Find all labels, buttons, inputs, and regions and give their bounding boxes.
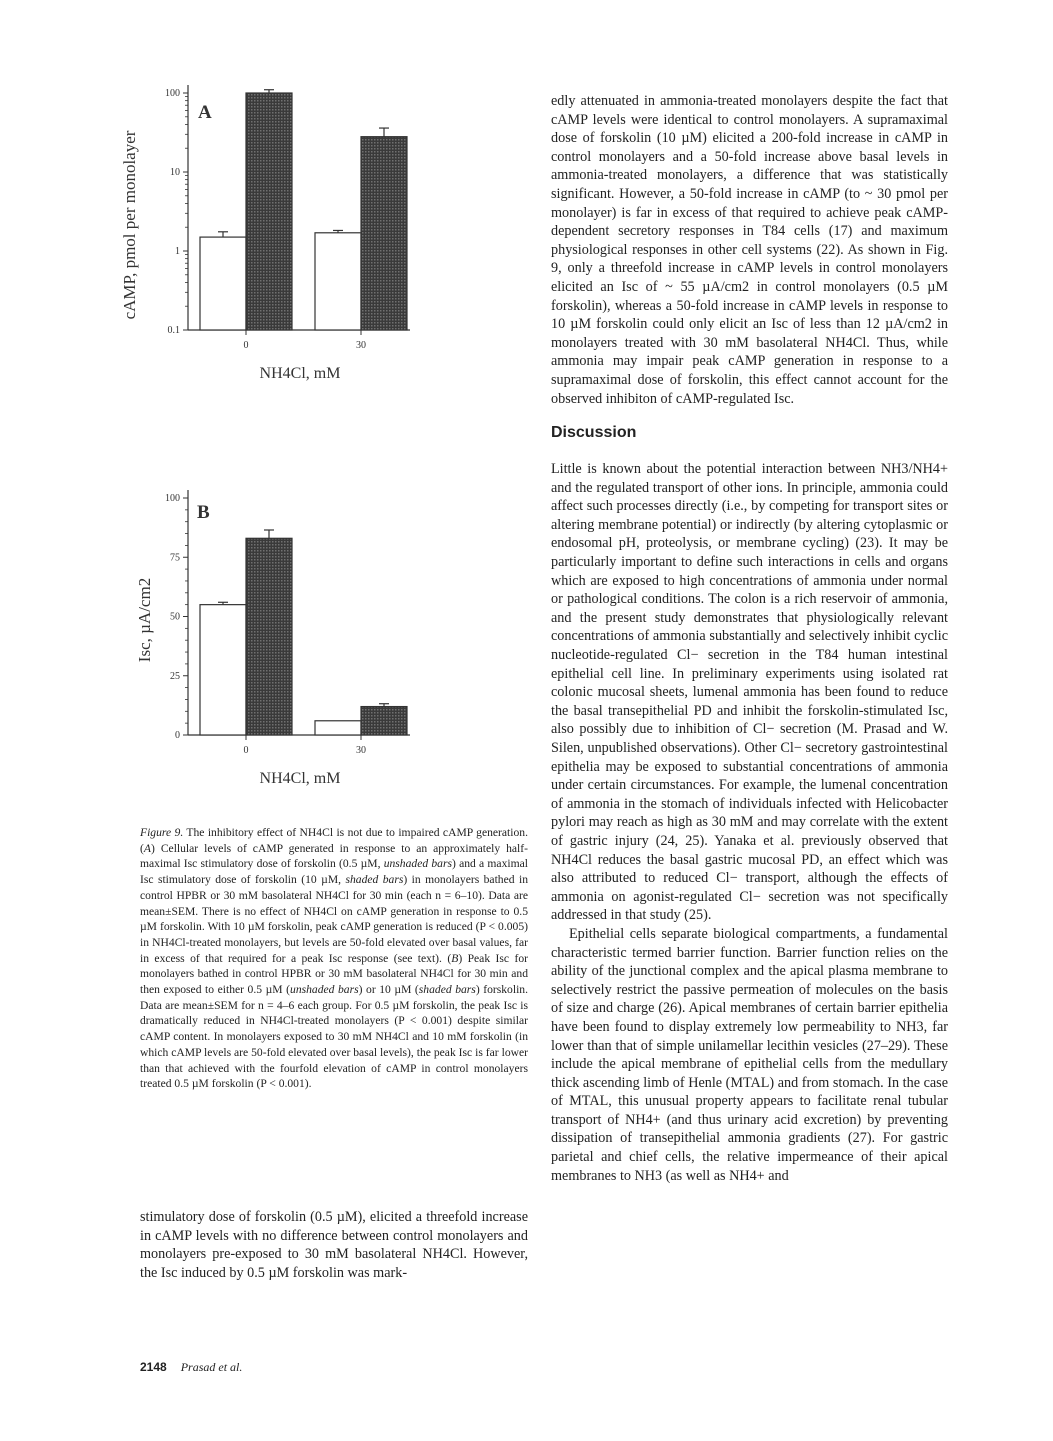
right-column-text <box>551 92 948 1185</box>
left-column-text <box>140 1208 528 1282</box>
caption-text: ) Cellular levels of cAMP generated in response to an approximately half-maximal Isc stimulatory dose of forskolin (0.5 µM, <box>140 841 528 871</box>
caption-text: ) or 10 µM ( <box>358 983 419 997</box>
x-tick-label: 0 <box>243 340 249 351</box>
bar-shaded <box>246 538 292 735</box>
chart-panel-a <box>110 85 510 385</box>
x-tick-label: 30 <box>356 340 366 351</box>
y-tick-label: 100 <box>165 88 180 99</box>
caption-text: ) forskolin. Data are mean±SEM for n = 4–6 each group. For 0.5 µM forskolin, the peak Isc is dramatically reduced in NH4Cl-treated monolayers (P < 0.001) despite similar cAMP content. In monolayers exposed to 30 mM NH4Cl and 10 mM forskolin (in which cAMP levels are 50-fold elevated over basal levels), the peak Isc is far lower than that achieved with the fourfold elevation of cAMP in control monolayers treated 0.5 µM forskolin (P < 0.001). <box>140 983 528 1091</box>
bar-shaded <box>361 137 407 330</box>
x-tick-label: 30 <box>356 745 366 756</box>
caption-text: A <box>143 841 151 855</box>
caption-text: B <box>451 951 459 965</box>
y-tick-label: 25 <box>170 670 180 682</box>
chart-panel-b <box>110 490 510 810</box>
caption-text: unshaded bars <box>290 983 359 997</box>
caption-label: Figure 9. <box>140 826 184 839</box>
x-tick-label: 0 <box>243 745 249 756</box>
page-footer <box>140 1360 242 1375</box>
y-tick-label: 10 <box>170 167 180 178</box>
bar-unshaded <box>315 233 361 330</box>
page-number: 2148 <box>140 1360 167 1374</box>
section-heading: Discussion <box>551 424 637 442</box>
body-paragraph: edly attenuated in ammonia-treated monolayers despite the fact that cAMP levels were identical to control monolayers. A supramaximal dose of forskolin (10 µM) elicited a 200-fold increase in cAMP in control monolayers and a 50-fold increase above basal levels in ammonia-treated monolayers, a difference that was statistically significant. However, a 50-fold increase in cAMP (to ~ 30 pmol per monolayer) is far in excess of that required to achieve peak cAMP-dependent secretory responses in T84 cells (17) and maximum physiological responses in other cell systems (22). As shown in Fig. 9, only a threefold increase in cAMP levels in control monolayers elicited an Isc of ~ 55 µA/cm2 in control monolayers (0.5 µM forskolin), whereas a 50-fold increase in cAMP levels in response to 10 µM forskolin could only elicit an Isc of less than 12 µA/cm2 in monolayers treated with 30 mM basolateral NH4Cl. Thus, while ammonia may impair peak cAMP generation in response to a supramaximal dose of forskolin, this effect cannot account for the observed inhibiton of cAMP-regulated Isc. <box>551 93 948 407</box>
running-authors: Prasad et al. <box>180 1360 243 1374</box>
bar-shaded <box>361 707 407 735</box>
x-axis-label: NH4Cl, mM <box>259 770 341 787</box>
y-tick-label: 0 <box>175 730 180 741</box>
y-axis-label: Isc, µA/cm2 <box>135 577 154 663</box>
caption-text: ) in monolayers bathed in control HPBR or 30 mM basolateral NH4Cl for 30 min (each n = 6–10). Data are mean±SEM. There is no effect of NH4Cl on cAMP generation in response to 0.5 µM forskolin. With 10 µM forskolin, peak cAMP generation is reduced (P < 0.005) in NH4Cl-treated monolayers, but levels are 50-fold elevated over basal values, far in excess of that required for a peak Isc response (see text). ( <box>140 873 528 965</box>
caption-text: unshaded bars <box>383 857 452 871</box>
body-paragraph: Little is known about the potential interaction between NH3/NH4+ and the regulated transport of other ions. In principle, ammonia could affect such processes directly (i.e., by competing for transport sites or altering membrane potential) or indirectly (by altering cytoplasmic or endosomal pH, proteolysis, or membrane cycling) (23). It may be particularly important to define such interactions in cells and organs which are exposed to high concentrations of ammonia under normal or pathological conditions. The colon is a rich reservoir of ammonia, and the present study demonstrates that physiologically relevant concentrations of ammonia substantially and selectively inhibit cyclic nucleotide-regulated Cl− secretion in the T84 human intestinal epithelial cell line. In preliminary experiments using isolated rat colonic mucosal sheets, lumenal ammonia has been found to reduce the basal transepithelial PD and inhibit the forskolin-stimulated Isc, also possibly due to inhibition of Cl− secretion (M. Prasad and W. Silen, unpublished observations). Other Cl− secretory gastrointestinal epithelia may be exposed to substantial concentrations of ammonia under certain circumstances. For example, the lumenal concentration of ammonia in the stomach of individuals infected with Helicobacter pylori may reach as high as 30 mM and may correlate with the extent of gastric injury (24, 25). Yanaka et al. previously observed that NH4Cl reduces the basal gastric mucosal PD, an effect which was also attributed to reduced Cl− transport, although the effects of ammonia on agonist-regulated Cl− secretion was not specifically addressed in that study (25). <box>551 461 948 924</box>
bar-unshaded <box>315 721 361 735</box>
body-paragraph: stimulatory dose of forskolin (0.5 µM), elicited a threefold increase in cAMP levels with no difference between control monolayers and monolayers pre-exposed to 30 mM basolateral NH4Cl. However, the Isc induced by 0.5 µM forskolin was mark- <box>140 1209 528 1281</box>
bar-shaded <box>246 93 292 330</box>
y-tick-label: 0.1 <box>167 325 180 336</box>
y-tick-label: 75 <box>170 552 180 564</box>
y-tick-label: 50 <box>170 611 180 623</box>
y-tick-label: 1 <box>175 246 180 257</box>
bar-unshaded <box>200 605 246 735</box>
caption-text: shaded bars <box>345 873 404 887</box>
caption-text: ) Peak Isc for monolayers bathed in control HPBR or 30 mM basolateral NH4Cl for 30 min and then exposed to either 0.5 µM ( <box>140 951 528 997</box>
panel-letter: A <box>198 102 212 123</box>
y-tick-label: 100 <box>165 493 180 504</box>
panel-letter: B <box>197 502 210 523</box>
bar-unshaded <box>200 237 246 330</box>
x-axis-label: NH4Cl, mM <box>259 365 341 382</box>
figure-caption <box>140 825 528 1092</box>
y-axis-label: cAMP, pmol per monolayer <box>120 130 139 320</box>
caption-text: ) and a maximal Isc stimulatory dose of forskolin (10 µM, <box>140 857 528 887</box>
caption-text: shaded bars <box>418 983 476 997</box>
caption-text: The inhibitory effect of NH4Cl is not due to impaired cAMP generation. ( <box>140 826 528 855</box>
body-paragraph: Epithelial cells separate biological compartments, a fundamental characteristic termed barrier function. Barrier function relies on the ability of the junctional complex and the apical plasma membrane to selectively restrict the passive permeation of molecules on the basis of size and charge (26). Apical membranes of certain barrier epithelia have been found to display extremely low permeability to NH3, far lower than that of simple unilamellar lecithin vesicles (27–29). These include the apical membrane of epithelial cells from the medullary thick ascending limb of Henle (MTAL) and from stomach. In the case of MTAL, this unusual property appears to facilitate renal tubular transport of NH4+ (and thus urinary acid excretion) by preventing dissipation of transepithelial ammonia gradients (27). For gastric parietal and chief cells, the relative impermeance of their apical membranes to NH3 (as well as NH4+ and <box>551 925 948 1184</box>
